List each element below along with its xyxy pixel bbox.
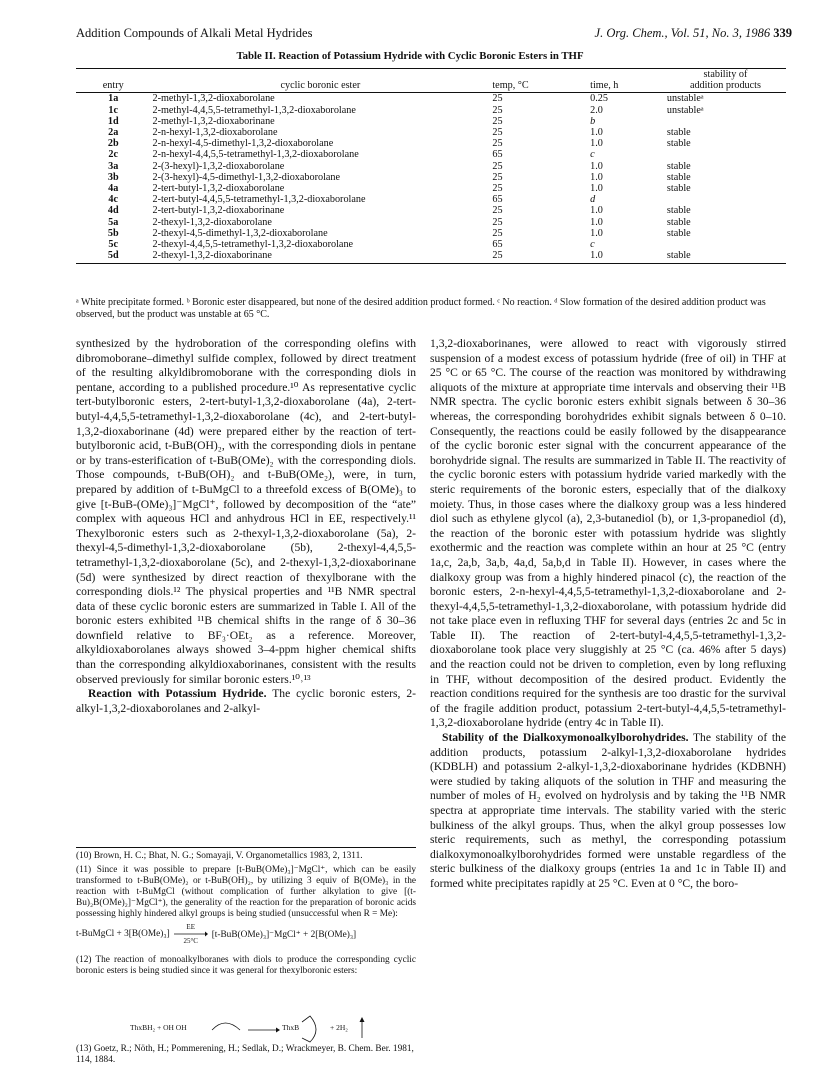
cell-stability: [665, 194, 786, 205]
cell-time: c: [590, 239, 595, 251]
cell-temp: 65: [492, 239, 503, 251]
cell-entry: 2c: [108, 149, 119, 161]
table-row: [76, 138, 786, 149]
cell-stability: stable: [666, 160, 691, 172]
cell-entry: 5c: [108, 239, 119, 251]
cell-time: 1.0: [588, 250, 665, 264]
cell-temp: 25: [492, 227, 503, 239]
running-title: Addition Compounds of Alkali Metal Hydrides: [76, 26, 313, 40]
table-row: [76, 228, 786, 239]
right-column: [430, 337, 786, 892]
cell-ester: 2-thexyl-4,4,5,5-tetramethyl-1,3,2-dioxaborolane: [152, 239, 354, 251]
table-row: [76, 194, 786, 205]
cell-temp: 25: [492, 93, 503, 105]
left-paragraph: synthesized by the hydroboration of the corresponding olefins with dibromoborane–dimethyl sulfide complex, followed by direct treatment of the resulting alkyldibromoborane with the corresponding diols in pentane, according to a published procedure.¹⁰ As representative cyclic tert-butylboronic esters, 2-tert-butyl-1,3,2-dioxaborolane (4a), 2-tert-butyl-4,4,5,5-tetramethyl-1,3,2-dioxaborolane (4c), and 2-tert-butyl-1,3,2-dioxaborinane (4d) were prepared either by the reaction of tert-butylboronic acid, t-BuB(OH)₂, with the corresponding diols in pentane or by trans-esterification of t-BuB(OMe)₂ with the corresponding diols. Those compounds, t-BuB(OH)₂ and t-BuB(OMe₂), were, in turn, prepared by addition of t-BuMgCl to a threefold excess of B(OMe)₃ to give [t-BuB-(OMe)₃]⁻MgCl⁺, followed by decomposition of the “ate” complex with aqueous HCl and anhydrous HCl in EE, respectively.¹¹ Thexylboronic esters such as 2-thexyl-1,3,2-dioxaborolane (5a), 2-thexyl-4,5-dimethyl-1,3,2-dioxaborolane (5b), 2-thexyl-4,4,5,5-tetramethyl-1,3,2-dioxaborolane (5c), and 2-thexyl-1,3,2-dioxaborinane (5d) were synthesized by direct reaction of thexylborane with the corresponding diols.¹² The physical properties and ¹¹B NMR spectral data of these cyclic boronic esters are summarized in Table I. All of the boronic esters exhibited ¹¹B chemical shifts in the range of δ 30–36 downfield relative to BF₃·OEt₂ as a reference. Moreover, alkyldioxaborolanes always showed 3–4-ppm higher chemical shifts than the corresponding alkyldioxaborinanes, consistent with the results observed previously for similar boronic esters.¹⁰˒¹³: [76, 337, 416, 686]
table-row: [76, 116, 786, 127]
table-row: [76, 205, 786, 216]
ref-11: (11) Since it was possible to prepare [t-BuB(OMe)₃]⁻MgCl⁺, which can be easily transformed to t-BuB(OMe)₂ or t-BuB(OH)₂, by utilizing 3 equiv of B(OMe)₃ in the reaction with t-BuMgCl (without complication of further alkylation to give [(t-Bu)₂B(OMe)₂]⁻MgCl⁺), the generality of the reaction for the preparation of boronic acids possessing highly hindered alkyl groups is being studied (unsuccessful when R = Me):: [76, 865, 416, 919]
cell-entry: 2a: [108, 127, 119, 139]
ref-13: (13) Goetz, R.; Nöth, H.; Pommerening, H.; Sedlak, D.; Wrackmeyer, B. Chem. Ber. 1981, 114, 1884.: [76, 1044, 414, 1065]
right-paragraph-2: The stability of the addition products, potassium 2-alkyl-1,3,2-dioxaborolane hydrides (KDBLH) and potassium 2-alkyl-1,3,2-dioxaborinane hydrides (KDBNH) were studied by taking aliquots of the solution in THF and measuring the number of moles of H₂ evolved on hydrolysis and by taking the ¹¹B NMR spectra at appropriate time intervals. The stability varied with the steric bulkiness of the alkyl groups. Thus, when the alkyl group possesses low steric requirements, such as methyl, the corresponding potassium dialkoxymonoalkylborohydrides formed were unstable regardless of the steric bulkiness of the dialkoxy groups (entries 1a and 1c in Table II) and formed white precipitates rapidly at 25 °C. Even at 0 °C, the boro-: [430, 731, 786, 890]
cell-ester: 2-methyl-4,4,5,5-tetramethyl-1,3,2-dioxaborolane: [152, 104, 356, 116]
cell-temp: 25: [492, 115, 503, 127]
cell-ester: 2-methyl-1,3,2-dioxaborinane: [152, 115, 275, 127]
section-heading-stability: Stability of the Dialkoxymonoalkylborohydrides.: [442, 731, 689, 745]
cell-ester: 2-tert-butyl-1,3,2-dioxaborolane: [152, 183, 285, 195]
cell-ester: 2-n-hexyl-4,5-dimethyl-1,3,2-dioxaborolane: [152, 138, 334, 150]
cell-entry: 2b: [107, 138, 119, 150]
cell-stability: stable: [665, 250, 786, 264]
running-header: [76, 26, 792, 44]
cell-time: 1.0: [590, 127, 603, 139]
scheme-reactants: ThxBH₂ + OH OH: [130, 1023, 187, 1032]
cell-entry: 5b: [107, 227, 119, 239]
section-heading-khr: Reaction with Potassium Hydride.: [88, 687, 267, 701]
cell-time: 1.0: [590, 138, 603, 150]
cell-temp: 25: [492, 183, 503, 195]
cell-entry: 1d: [107, 115, 119, 127]
cell-time: c: [590, 149, 595, 161]
cell-temp: 25: [492, 205, 503, 217]
cell-temp: 25: [492, 138, 503, 150]
cell-time: 1.0: [590, 183, 603, 195]
cell-temp: 25: [492, 216, 503, 228]
cell-temp: 25: [492, 160, 503, 172]
cell-stability: stable: [666, 205, 691, 217]
cell-ester: 2-n-hexyl-4,4,5,5-tetramethyl-1,3,2-dioxaborolane: [152, 149, 359, 161]
reference-divider: [76, 847, 416, 848]
scheme-product: ThxB: [282, 1023, 300, 1032]
table-row: [76, 93, 786, 105]
equation-ref11: [76, 923, 416, 977]
cell-time: 1.0: [590, 216, 603, 228]
cell-ester: 2-(3-hexyl)-1,3,2-dioxaborolane: [152, 160, 285, 172]
cell-entry: 3a: [108, 160, 119, 172]
eq-left: t-BuMgCl + 3[B(OMe)₃]: [76, 929, 170, 939]
cell-ester: 2-thexyl-1,3,2-dioxaborolane: [152, 216, 272, 228]
cell-temp: 25: [490, 250, 588, 264]
cell-temp: 25: [492, 104, 503, 116]
cell-entry: 5d: [76, 250, 150, 264]
col-ester: cyclic boronic ester: [150, 80, 490, 93]
references: [76, 847, 416, 923]
cell-temp: 65: [492, 194, 503, 206]
cell-stability: unstableᵃ: [666, 93, 704, 105]
cell-entry: 3b: [107, 171, 119, 183]
cell-entry: 5a: [108, 216, 119, 228]
table-row: [76, 217, 786, 228]
table-caption: Table II. Reaction of Potassium Hydride with Cyclic Boronic Esters in THF: [236, 50, 584, 62]
cell-stability: stable: [666, 227, 691, 239]
reaction-scheme: [130, 1010, 390, 1044]
ref-12: (12) The reaction of monoalkylboranes with diols to produce the corresponding cyclic boronic esters is being studied since it was general for thexylboronic esters:: [76, 955, 416, 976]
col-stability-line2: addition products: [665, 80, 786, 93]
cell-stability: unstableᵃ: [666, 104, 704, 116]
table-row: [76, 239, 786, 250]
ref-10: (10) Brown, H. C.; Bhat, N. G.; Somayaji, V. Organometallics 1983, 2, 1311.: [76, 851, 363, 861]
table-row: [76, 250, 786, 264]
cell-time: 2.0: [590, 104, 603, 116]
cell-ester: 2-thexyl-4,5-dimethyl-1,3,2-dioxaborolane: [152, 227, 328, 239]
left-paragraph-2: The cyclic boronic esters, 2-alkyl-1,3,2-dioxaborolanes and 2-alkyl-: [76, 687, 416, 715]
cell-entry: 4a: [108, 183, 119, 195]
cell-stability: stable: [666, 171, 691, 183]
cell-entry: 4d: [107, 205, 119, 217]
cell-ester: 2-(3-hexyl)-4,5-dimethyl-1,3,2-dioxaborolane: [152, 171, 341, 183]
col-stability-line1: stability of: [665, 69, 786, 81]
col-time: time, h: [588, 80, 665, 93]
cell-temp: 25: [492, 171, 503, 183]
scheme-byproduct: + 2H₂: [330, 1023, 348, 1032]
cell-stability: stable: [666, 216, 691, 228]
eq-right: [t-BuB(OMe)₃]⁻MgCl⁺ + 2[B(OMe)₃]: [211, 929, 357, 940]
cell-temp: 65: [492, 149, 503, 161]
cell-temp: 25: [492, 127, 503, 139]
cell-time: b: [590, 115, 596, 127]
cell-time: 1.0: [590, 160, 603, 172]
cell-time: d: [590, 194, 596, 206]
cell-ester: 2-methyl-1,3,2-dioxaborolane: [152, 93, 275, 105]
journal-citation: J. Org. Chem., Vol. 51, No. 3, 1986 339: [594, 26, 792, 40]
table-row: [76, 105, 786, 116]
cell-time: 1.0: [590, 205, 603, 217]
cell-stability: stable: [666, 183, 691, 195]
cell-stability: stable: [666, 138, 691, 150]
reaction-arrow: EE 25°C: [174, 923, 208, 945]
cell-ester: 2-thexyl-1,3,2-dioxaborinane: [150, 250, 490, 264]
left-column: [76, 337, 416, 716]
cell-stability: stable: [666, 127, 691, 139]
table-row: [76, 161, 786, 172]
cell-time: 0.25: [590, 93, 608, 105]
page-number: 339: [773, 26, 792, 40]
cell-stability: [665, 116, 786, 127]
cell-ester: 2-tert-butyl-4,4,5,5-tetramethyl-1,3,2-dioxaborolane: [152, 194, 366, 206]
cell-entry: 4c: [108, 194, 119, 206]
table-footnote: ᵃ White precipitate formed. ᵇ Boronic ester disappeared, but none of the desired addition product formed. ᶜ No reaction. ᵈ Slow formation of the desired addition product was observed, but the product was unstable at 65 °C.: [76, 297, 766, 320]
cell-stability: [665, 239, 786, 250]
table-row: [76, 149, 786, 160]
cell-entry: 1a: [108, 93, 119, 105]
cell-ester: 2-n-hexyl-1,3,2-dioxaborolane: [152, 127, 278, 139]
col-temp: temp, °C: [490, 80, 588, 93]
cell-ester: 2-tert-butyl-1,3,2-dioxaborinane: [152, 205, 285, 217]
results-table: [76, 68, 786, 264]
table-row: [76, 172, 786, 183]
cell-stability: [665, 149, 786, 160]
cell-time: 1.0: [590, 227, 603, 239]
cell-time: 1.0: [590, 171, 603, 183]
right-paragraph-1: 1,3,2-dioxaborinanes, were allowed to react with vigorously stirred suspension of a modest excess of potassium hydride (free of oil) in THF at 25 °C or 65 °C. The course of the reaction was monitored by withdrawing aliquots of the mixture at appropriate time intervals and observing their ¹¹B NMR spectra. The cyclic boronic esters exhibit signals between δ 30–36 whereas, the corresponding borohydrides exhibit signals between δ 0–10. Consequently, the reactions could be easily followed by the disappearance of the cyclic boronic ester signal with the concurrent appearance of the borohydride signal. The results are summarized in Table II. The reactivity of the cyclic boronic esters with potassium hydride varied markedly with the steric requirements of the boronic esters, especially that of the dialkoxy moiety. Thus, in those cases where the dialkoxy group was a less hindered diol such as ethylene glycol (a), 2,3-butanediol (b), or 1,3-propanediol (d), the reaction of the boronic ester with potassium hydride was slightly exothermic and the reaction was complete within an hour at 25 °C (entry 1a,c, 2a,b, 3a,b, 4a,d, 5a,b,d in Table II). However, in cases where the dialkoxy group was from a highly hindered pinacol (c), the reaction of the boronic esters, 2-n-hexyl-4,4,5,5-tetramethyl-1,3,2-dioxaborolane and 2-thexyl-4,4,5,5-tetramethyl-1,3,2-dioxaborolane, with potassium hydride did not take place even in refluxing THF for several days (entries 2c and 5c in Table II). The reaction of 2-tert-butyl-4,4,5,5-tetramethyl-1,3,2-dioxaborolane took place very sluggishly at 25 °C (ca. 46% after 5 days) and the reaction could not be driven to completion, even by long refluxing in THF, without decomposition of the desired product. Evidently the reaction conditions required for the synthesis are too drastic for the survival of the fragile addition product, potassium 2-tert-butyl-4,4,5,5-tetramethyl-1,3,2-dioxaborolane hydride (entry 4c in Table II).: [430, 337, 786, 730]
cell-entry: 1c: [108, 104, 119, 116]
table-row: [76, 127, 786, 138]
col-entry: entry: [76, 80, 150, 93]
table-row: [76, 183, 786, 194]
